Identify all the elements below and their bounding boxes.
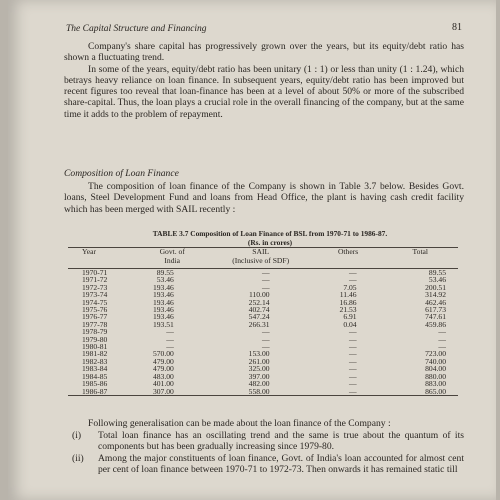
cell-year: 1977-78	[82, 319, 108, 329]
cell-year: 1973-74	[82, 290, 108, 300]
cell-year: 1979-80	[82, 334, 108, 344]
cell-sail: 397.00	[248, 371, 270, 381]
running-title: The Capital Structure and Financing	[66, 24, 207, 34]
cell-govt: —	[166, 342, 174, 352]
page-number: 81	[452, 22, 462, 33]
table-header-row	[68, 248, 458, 269]
cell-total: 880.00	[425, 371, 446, 381]
cell-others: —	[349, 327, 357, 337]
col-header-sail: SAIL (Inclusive of SDF)	[208, 248, 314, 269]
cell-total: —	[438, 334, 446, 344]
cell-sail: 261.00	[248, 356, 270, 366]
cell-year: 1971-72	[82, 275, 108, 285]
cell-govt: 193.46	[152, 305, 174, 315]
cell-sail: 482.00	[248, 379, 270, 389]
cell-govt: 193.46	[152, 312, 174, 322]
cell-total: —	[438, 327, 446, 337]
list-text: Total loan finance has an oscillating trend and the same is true about the quantum of its components but has been gradually increasing since 1979-80.	[98, 430, 464, 453]
cell-others: —	[349, 371, 357, 381]
cell-govt: 193.46	[152, 282, 174, 292]
cell-total: 865.00	[383, 388, 458, 396]
table-row	[68, 388, 458, 396]
cell-sail: 266.31	[248, 319, 270, 329]
cell-year: 1985-86	[82, 379, 108, 389]
cell-others: 11.46	[339, 290, 357, 300]
cell-sail: 547.24	[248, 312, 270, 322]
cell-others: —	[349, 342, 357, 352]
cell-others: —	[314, 388, 383, 396]
cell-govt: —	[166, 327, 174, 337]
cell-others: 0.04	[343, 319, 357, 329]
col-header-others: Others	[314, 248, 383, 269]
table-caption-title: TABLE 3.7 Composition of Loan Finance of BSL from 1970-71 to 1986-87.	[152, 229, 388, 238]
cell-govt: 193.51	[152, 319, 174, 329]
cell-others: —	[349, 275, 357, 285]
col-header-year: Year	[68, 248, 137, 269]
section-heading: Composition of Loan Finance	[64, 168, 179, 179]
cell-sail: 153.00	[248, 349, 270, 359]
cell-others: —	[349, 379, 357, 389]
page-header	[66, 24, 462, 34]
col-header-govt: Govt. of India	[137, 248, 208, 269]
cell-govt: 483.00	[152, 371, 174, 381]
cell-sail: —	[261, 334, 270, 344]
cell-year: 1970-71	[82, 268, 108, 277]
cell-year: 1978-79	[82, 327, 108, 337]
cell-sail: —	[261, 268, 270, 277]
paragraph: Company's share capital has progressively grown over the years, but its equity/debt ratio has shown a fluctuating trend.	[64, 41, 464, 64]
paragraph: In some of the years, equity/debt ratio has been unitary (1 : 1) or less than unity (1 : 1.24), which betrays heavy reliance on loan finance. In subsequent years, equity/debt ratio has been improved but recent figures too reveal that loan-finance has been at a level of about 50% or more of the subscribed share-capital. Thus, the loan plays a crucial role in the overall financing of the company, but at the same time it adds to the problem of repayment.	[64, 63, 464, 120]
intro-paragraphs	[64, 41, 464, 120]
cell-others: —	[349, 334, 357, 344]
cell-year: 1986-87	[68, 388, 137, 396]
cell-govt: 193.46	[152, 290, 174, 300]
cell-sail: —	[261, 282, 270, 292]
loan-composition-table	[68, 247, 458, 396]
cell-sail: —	[261, 327, 270, 337]
cell-year: 1972-73	[82, 282, 108, 292]
section-paragraph-block	[64, 181, 464, 215]
cell-year: 1984-85	[82, 371, 108, 381]
table-caption-unit: (Rs. in crores)	[247, 238, 293, 247]
cell-year: 1976-77	[82, 312, 108, 322]
cell-govt: 479.00	[152, 356, 174, 366]
cell-total: 804.00	[425, 364, 446, 374]
paragraph: The composition of loan finance of the Company is shown in Table 3.7 below. Besides Govt. loans, Steel Development Fund and loans from Head Office, the plant is having cash credit facility which has been merged with SAIL recently :	[64, 181, 464, 215]
cell-govt: 307.00	[137, 388, 208, 396]
generalisation-section	[64, 418, 464, 475]
cell-total: 462.46	[425, 297, 446, 307]
table-caption	[80, 229, 460, 247]
cell-govt: 53.46	[156, 275, 174, 285]
cell-others: 7.05	[343, 282, 357, 292]
cell-others: 6.91	[343, 312, 357, 322]
cell-sail: 558.00	[208, 388, 314, 396]
list-item	[64, 430, 464, 452]
cell-year: 1982-83	[82, 356, 108, 366]
cell-sail: —	[261, 275, 270, 285]
cell-others: —	[349, 268, 357, 277]
cell-govt: 193.46	[152, 297, 174, 307]
table-body	[68, 269, 458, 396]
cell-sail: 110.00	[248, 290, 270, 300]
cell-sail: 402.74	[248, 305, 270, 315]
list-marker: (ii)	[72, 452, 84, 464]
list-item	[64, 453, 464, 475]
list-marker: (i)	[72, 430, 82, 442]
cell-sail: 252.14	[248, 297, 270, 307]
cell-year: 1974-75	[82, 297, 108, 307]
cell-total: 53.46	[428, 275, 446, 285]
cell-govt: —	[166, 334, 174, 344]
cell-total: 459.86	[425, 319, 446, 329]
cell-total: 883.00	[425, 379, 446, 389]
list-text: Among the major constituents of loan finance, Govt. of India's loan accounted for almost cent per cent of loan finance between 1970-71 to 1972-73. Then onwards it has remained static till	[98, 452, 464, 475]
cell-total: 747.61	[425, 312, 446, 322]
cell-others: —	[349, 349, 357, 359]
cell-total: 617.73	[425, 305, 446, 315]
cell-total: 89.55	[428, 268, 446, 277]
cell-others: —	[349, 356, 357, 366]
cell-total: —	[438, 342, 446, 352]
cell-total: 723.00	[425, 349, 446, 359]
cell-govt: 570.00	[152, 349, 174, 359]
cell-year: 1983-84	[82, 364, 108, 374]
cell-govt: 89.55	[156, 268, 174, 277]
book-page	[8, 0, 496, 500]
generalisation-intro: Following generalisation can be made about the loan finance of the Company :	[88, 418, 391, 429]
cell-year: 1975-76	[82, 305, 108, 315]
cell-others: 16.86	[339, 297, 357, 307]
col-header-total: Total	[383, 248, 458, 269]
cell-govt: 401.00	[152, 379, 174, 389]
cell-total: 740.00	[425, 356, 446, 366]
cell-others: 21.53	[339, 305, 357, 315]
cell-total: 314.92	[425, 290, 446, 300]
cell-govt: 479.00	[152, 364, 174, 374]
cell-sail: —	[261, 342, 270, 352]
cell-year: 1980-81	[82, 342, 108, 352]
cell-year: 1981-82	[82, 349, 108, 359]
cell-others: —	[349, 364, 357, 374]
cell-total: 200.51	[425, 282, 446, 292]
cell-sail: 325.00	[248, 364, 270, 374]
